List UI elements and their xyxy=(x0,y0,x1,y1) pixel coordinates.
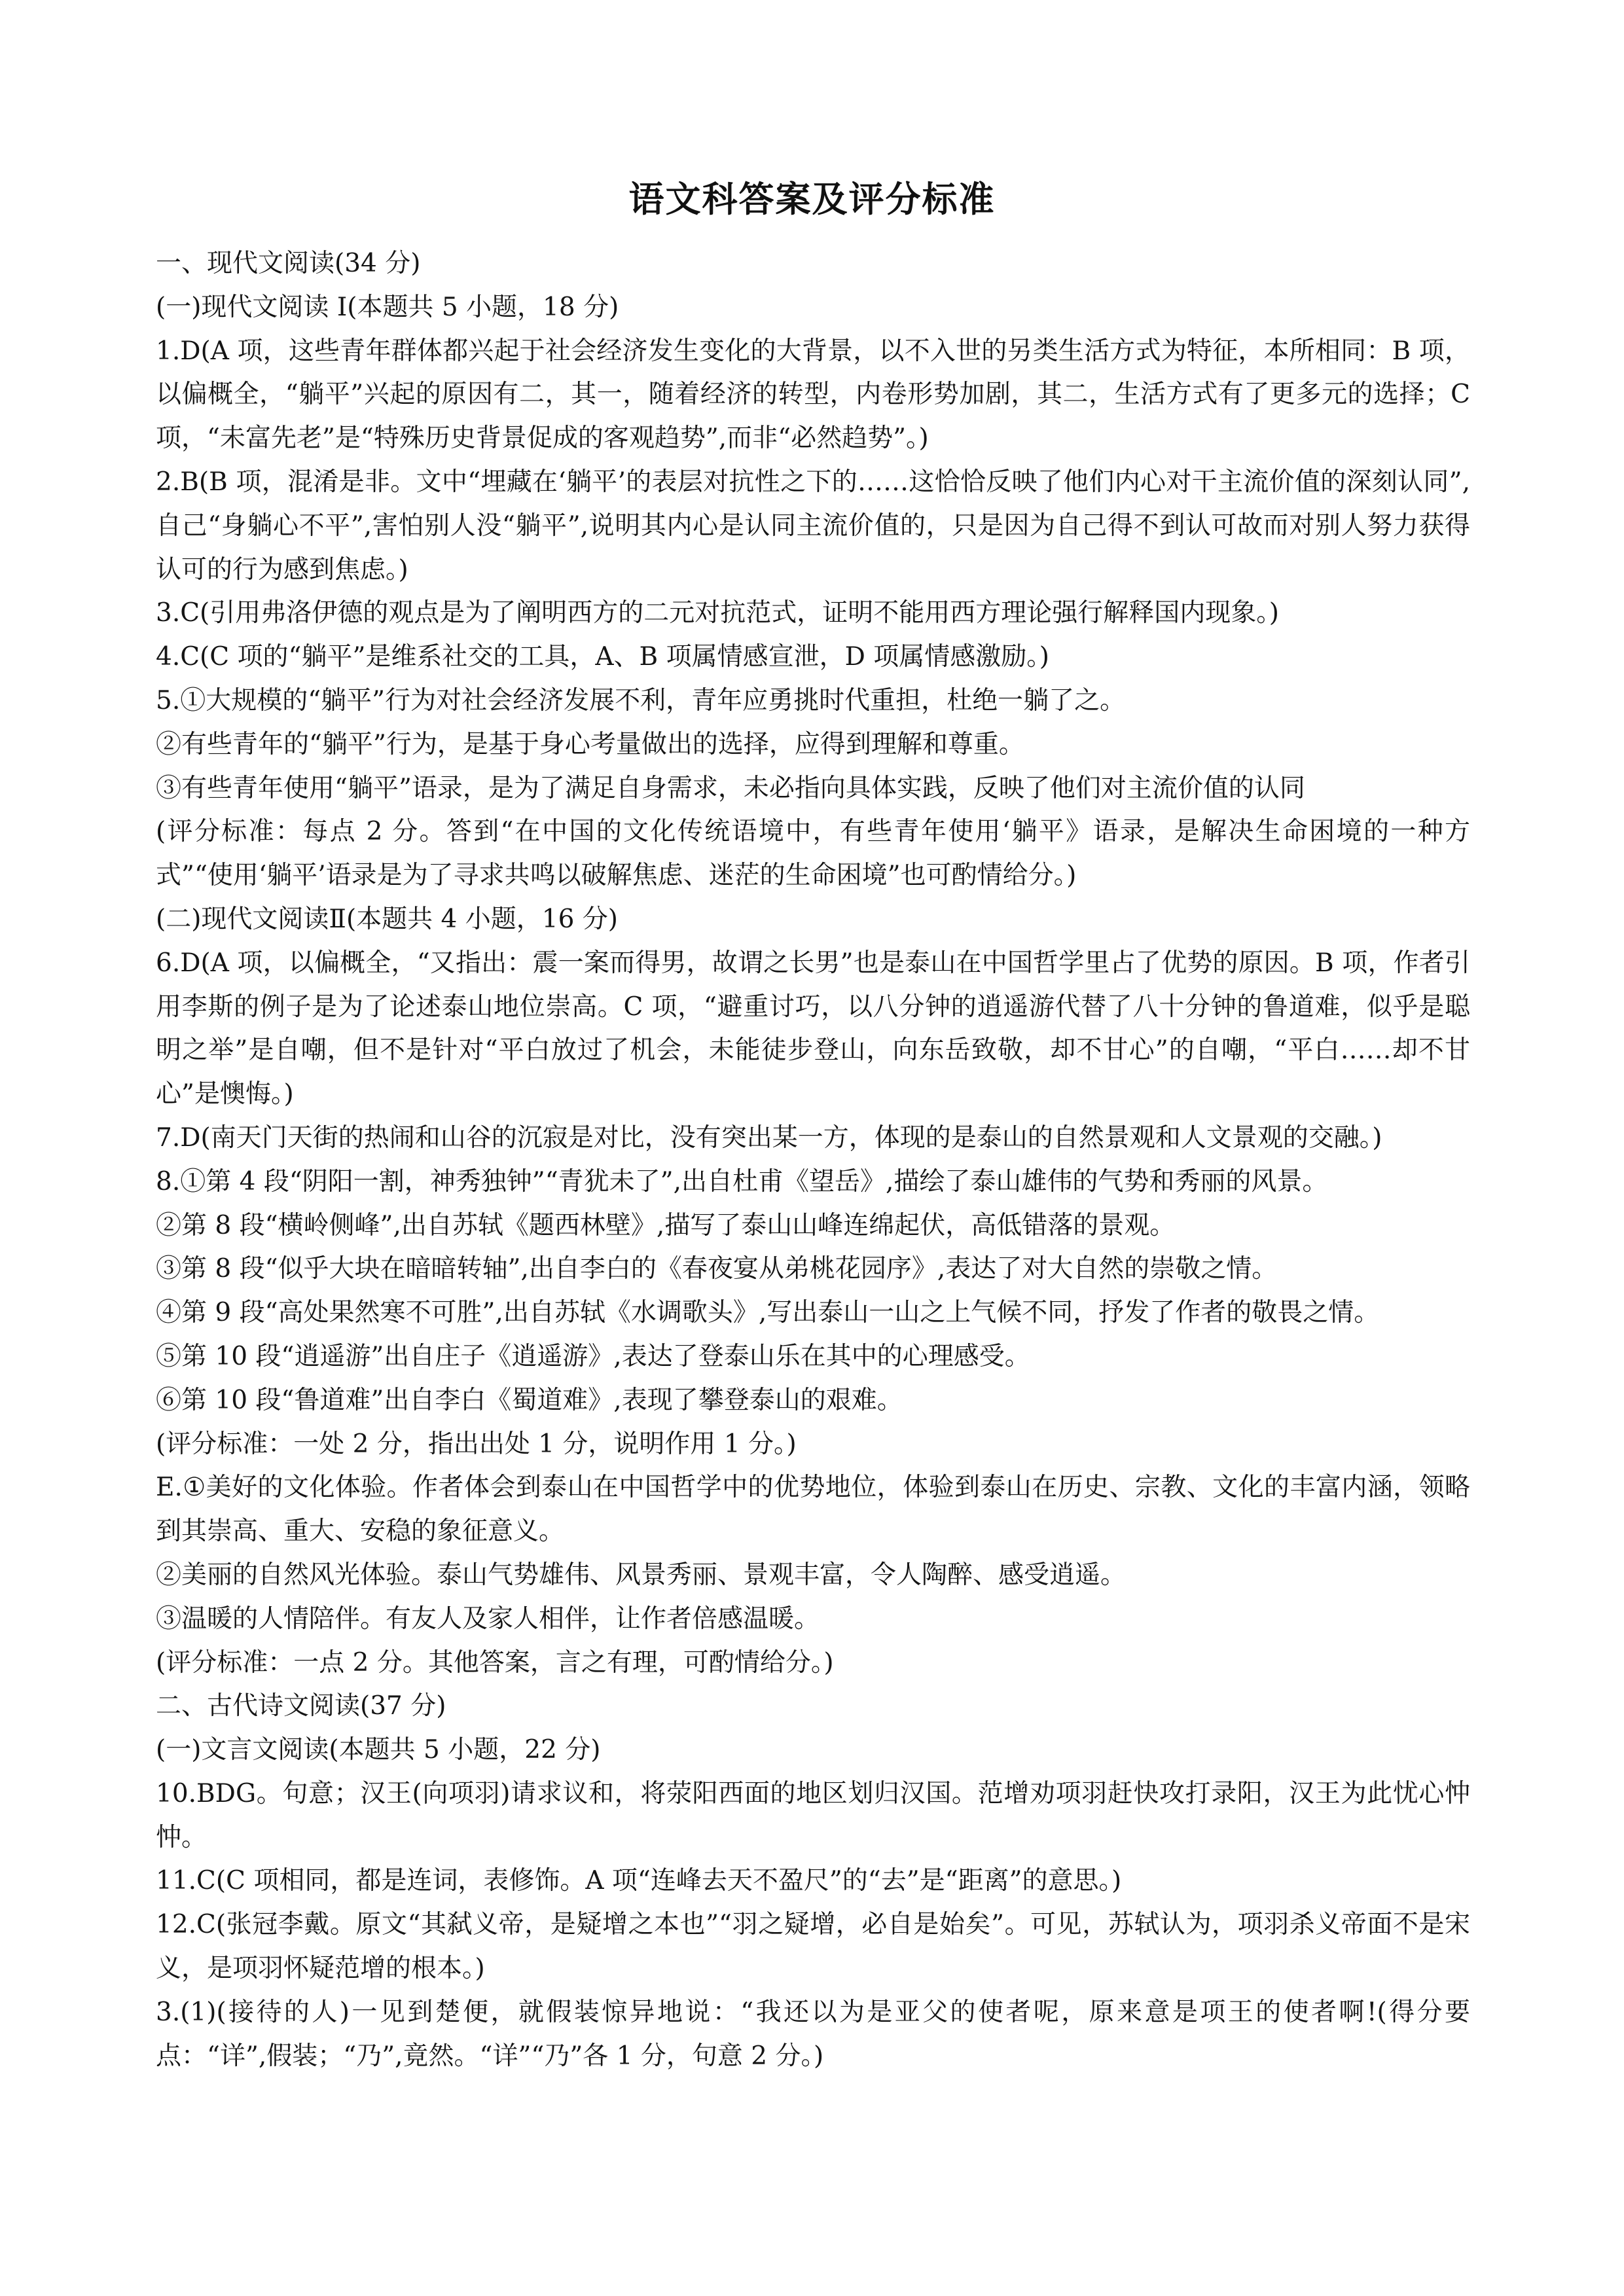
answer-paragraph: 3.C(引用弗洛伊德的观点是为了阐明西方的二元对抗范式，证明不能用西方理论强行解释国内现象。) xyxy=(156,598,1279,628)
answer-paragraph: ⑤第 10 段“逍遥游”出自庄子《逍遥游》,表达了登泰山乐在其中的心理感受。 xyxy=(156,1341,1030,1371)
answer-paragraph: 2.B(B 项，混淆是非。文中“埋藏在‘躺平’的表层对抗性之下的……这恰恰反映了他们内心对干主流价值的深刻认同”,自己“身躺心不平”,害怕别人没“躺平”,说明其内心是认同主流价值的，只是因为自己得不到认可故而对别人努力获得认可的行为感到焦虑。) xyxy=(156,467,1470,584)
subsection-heading: (一)现代文阅读 I(本题共 5 小题，18 分) xyxy=(156,292,619,322)
answer-paragraph: 3.(1)(接待的人)一见到楚便，就假装惊异地说：“我还以为是亚父的使者呢，原来意是项王的使者啊!(得分要点：“详”,假装；“乃”,竟然。“详”“乃”各 1 分，句意 2 分。) xyxy=(156,1997,1470,2071)
answer-paragraph: 10.BDG。句意；汉王(向项羽)请求议和，将荥阳西面的地区划归汉国。范增劝项羽赶快攻打录阳，汉王为此忧心忡忡。 xyxy=(156,1778,1470,1852)
answer-paragraph: 1.D(A 项，这些青年群体都兴起于社会经济发生变化的大背景，以不入世的另类生活方式为特征，本所相同：B 项，以偏概全，“躺平”兴起的原因有二，其一，随着经济的转型，内卷形势加剧，其二，生活方式有了更多元的选择；C 项，“未富先老”是“特殊历史背景促成的客观趋势”,而非“必然趋势”。) xyxy=(156,336,1470,454)
answer-paragraph: ⑥第 10 段“鲁道难”出自李白《蜀道难》,表现了攀登泰山的艰难。 xyxy=(156,1385,903,1415)
answer-paragraph: 8.①第 4 段“阴阳一割，神秀独钟”“青犹未了”,出自杜甫《望岳》,描绘了泰山雄伟的气势和秀丽的风景。 xyxy=(156,1166,1328,1196)
answer-paragraph: 6.D(A 项，以偏概全，“又指出：震一案而得男，故谓之长男”也是泰山在中国哲学里占了优势的原因。B 项，作者引用李斯的例子是为了论述泰山地位崇高。C 项，“避重讨巧，以八分钟的逍遥游代替了八十分钟的鲁道难，似乎是聪明之举”是自嘲，但不是针对“平白放过了机会，未能徒步登山，向东岳致敬，却不甘心”的自嘲，“平白……却不甘心”是懊悔。) xyxy=(156,948,1470,1109)
subsection-heading: (二)现代文阅读Ⅱ(本题共 4 小题，16 分) xyxy=(156,904,618,934)
answer-paragraph: 12.C(张冠李戴。原文“其弑义帝，是疑增之本也”“羽之疑增，必自是始矣”。可见，苏轼认为，项羽杀义帝面不是宋义，是项羽怀疑范增的根本。) xyxy=(156,1910,1470,1984)
answer-paragraph: ②第 8 段“横岭侧峰”,出自苏轼《题西林壁》,描写了泰山山峰连绵起伏，高低错落的景观。 xyxy=(156,1210,1176,1240)
page-title: 语文科答案及评分标准 xyxy=(628,179,996,220)
answer-paragraph: E.①美好的文化体验。作者体会到泰山在中国哲学中的优势地位，体验到泰山在历史、宗教、文化的丰富内涵，领略到其崇高、重大、安稳的象征意义。 xyxy=(156,1473,1470,1547)
scoring-note: (评分标准：一点 2 分。其他答案，言之有理，可酌情给分。) xyxy=(156,1647,834,1677)
scoring-note: (评分标准：每点 2 分。答到“在中国的文化传统语境中，有些青年使用‘躺平》语录，是解决生命困境的一种方式”“使用‘躺平’语录是为了寻求共鸣以破解焦虑、迷茫的生命困境”也可酌情给分。) xyxy=(156,817,1470,891)
document-body xyxy=(156,242,1470,2078)
answer-paragraph: 4.C(C 项的“躺平”是维系社交的工具，A、B 项属情感宣泄，D 项属情感激励。) xyxy=(156,642,1049,672)
answer-paragraph: 5.①大规模的“躺平”行为对社会经济发展不利，青年应勇挑时代重担，杜绝一躺了之。 xyxy=(156,685,1126,715)
answer-paragraph: ④第 9 段“高处果然寒不可胜”,出自苏轼《水调歌头》,写出泰山一山之上气候不同，抒发了作者的敬畏之情。 xyxy=(156,1298,1380,1328)
section-heading: 二、古代诗文阅读(37 分) xyxy=(156,1691,446,1721)
scoring-note: (评分标准：一处 2 分，指出出处 1 分，说明作用 1 分。) xyxy=(156,1429,797,1459)
answer-paragraph: 11.C(C 项相同，都是连词，表修饰。A 项“连峰去天不盈尺”的“去”是“距离”的意思。) xyxy=(156,1866,1122,1896)
answer-paragraph: ③第 8 段“似乎大块在暗暗转轴”,出自李白的《春夜宴从弟桃花园序》,表达了对大自然的崇敬之情。 xyxy=(156,1254,1278,1284)
answer-paragraph: 7.D(南天门天街的热闹和山谷的沉寂是对比，没有突出某一方，体现的是泰山的自然景观和人文景观的交融。) xyxy=(156,1122,1382,1153)
answer-paragraph: ②有些青年的“躺平”行为，是基于身心考量做出的选择，应得到理解和尊重。 xyxy=(156,729,1024,759)
answer-paragraph: ③有些青年使用“躺平”语录，是为了满足自身需求，未必指向具体实践，反映了他们对主流价值的认同 xyxy=(156,773,1305,803)
subsection-heading: (一)文言文阅读(本题共 5 小题，22 分) xyxy=(156,1735,601,1765)
section-heading: 一、现代文阅读(34 分) xyxy=(156,249,421,278)
answer-paragraph: ③温暖的人情陪伴。有友人及家人相伴，让作者倍感温暖。 xyxy=(156,1604,820,1634)
answer-paragraph: ②美丽的自然风光体验。泰山气势雄伟、风景秀丽、景观丰富，令人陶醉、感受逍遥。 xyxy=(156,1560,1127,1590)
